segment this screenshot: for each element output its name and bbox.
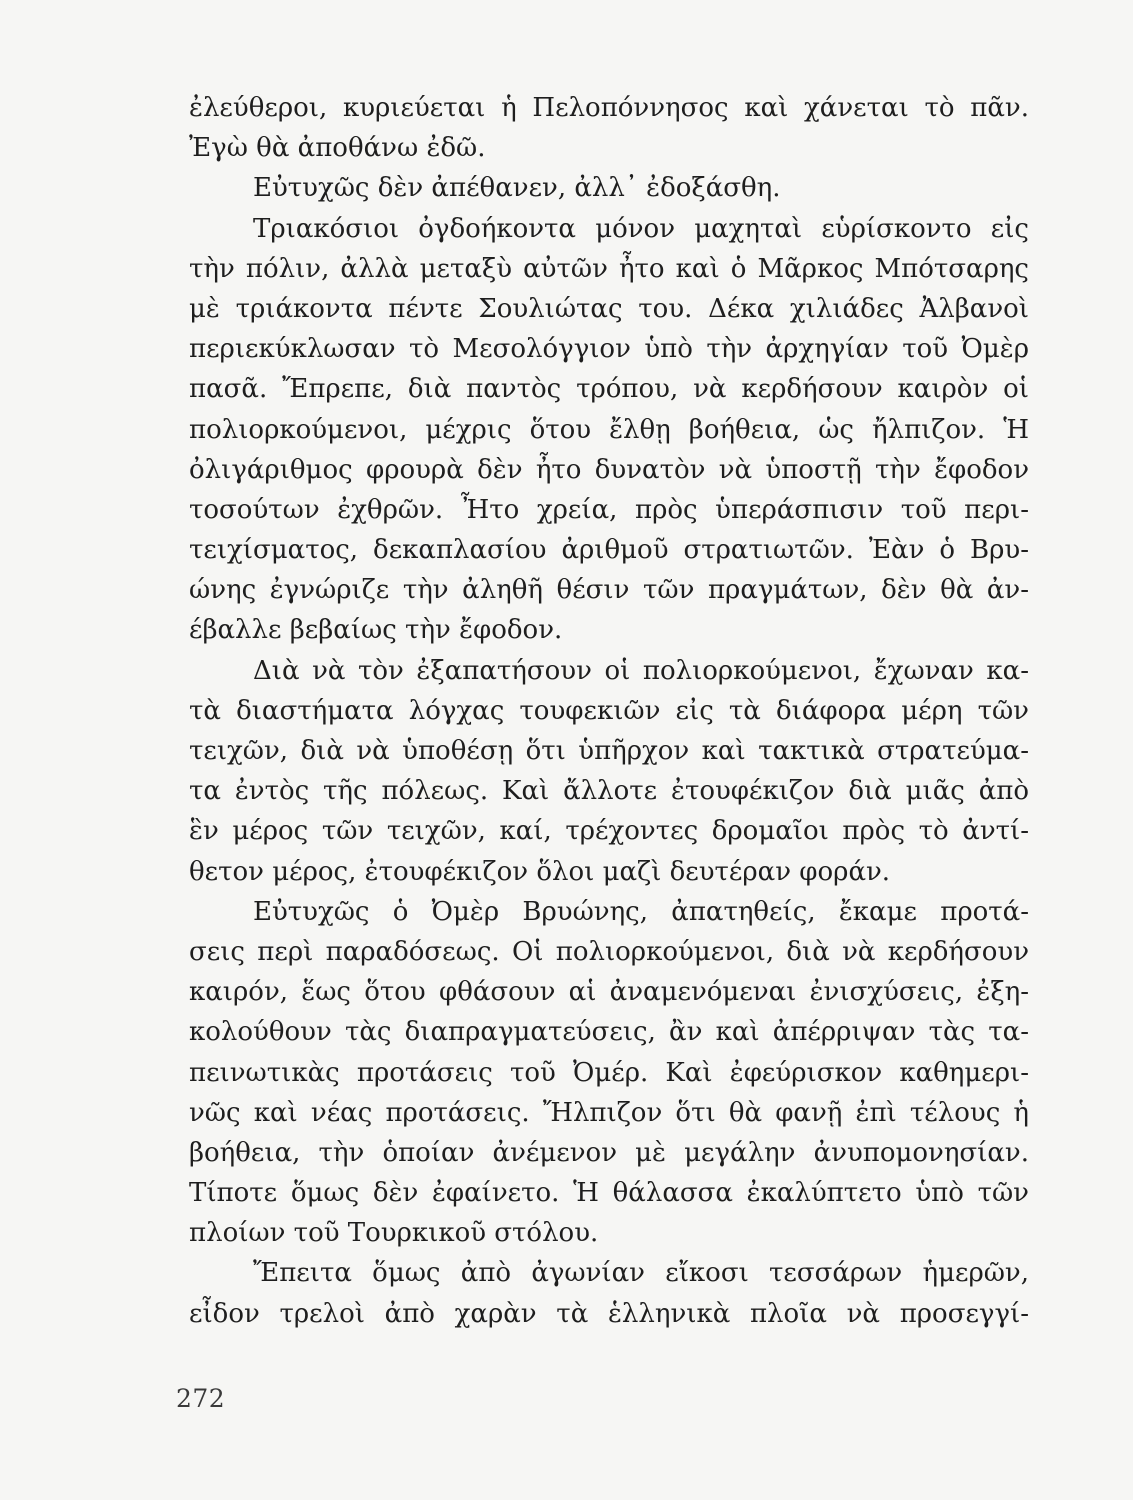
text-line: περιεκύκλωσαν τὸ Μεσολόγγιον ὑπὸ τὴν ἀρχηγίαν τοῦ Ὀμὲρ [189, 334, 1029, 365]
text-line: εἶδον τρελοὶ ἀπὸ χαρὰν τὰ ἑλληνικὰ πλοῖα νὰ προσεγγί- [189, 1298, 1029, 1329]
text-line: τειχῶν, διὰ νὰ ὑποθέσῃ ὅτι ὑπῆρχον καὶ τακτικὰ στρατεύμα- [189, 736, 1029, 766]
text-line: Ἐγὼ θὰ ἀποθάνω ἐδῶ. [189, 133, 486, 164]
text-line: βοήθεια, τὴν ὁποίαν ἀνέμενον μὲ μεγάλην ἀνυπομονησίαν. [189, 1137, 1029, 1168]
text-line: μὲ τριάκοντα πέντε Σουλιώτας του. Δέκα χιλιάδες Ἀλβανοὶ [189, 293, 1029, 324]
text-line: τειχίσματος, δεκαπλασίου ἀριθμοῦ στρατιωτῶν. Ἐὰν ὁ Βρυ- [189, 535, 1029, 566]
text-line: καιρόν, ἕως ὅτου φθάσουν αἱ ἀναμενόμεναι ἐνισχύσεις, ἐξη- [189, 977, 1029, 1008]
text-line: ἐλεύθεροι, κυριεύεται ἡ Πελοπόννησος καὶ χάνεται τὸ πᾶν. [189, 93, 1029, 123]
text-line: πολιορκούμενοι, μέχρις ὅτου ἔλθῃ βοήθεια, ὡς ἤλπιζον. Ἡ [189, 414, 1029, 445]
text-line: πλοίων τοῦ Τουρκικοῦ στόλου. [189, 1218, 599, 1249]
text-line: Τίποτε ὅμως δὲν ἐφαίνετο. Ἡ θάλασσα ἐκαλύπτετο ὑπὸ τῶν [189, 1178, 1029, 1209]
text-line: Εὐτυχῶς δὲν ἀπέθανεν, ἀλλ᾽ ἐδοξάσθη. [253, 173, 781, 204]
text-line: θετον μέρος, ἐτουφέκιζον ὅλοι μαζὶ δευτέραν φοράν. [189, 856, 891, 887]
text-line: πεινωτικὰς προτάσεις τοῦ Ὀμέρ. Καὶ ἐφεύρισκον καθημερι- [189, 1057, 1029, 1088]
text-line: Ἔπειτα ὅμως ἀπὸ ἀγωνίαν εἴκοσι τεσσάρων ἡμερῶν, [253, 1258, 1029, 1289]
text-line: έβαλλε βεβαίως τὴν ἔφοδον. [189, 615, 563, 646]
text-line: Εὐτυχῶς ὁ Ὀμὲρ Βρυώνης, ἀπατηθείς, ἔκαμε προτά- [253, 896, 1029, 927]
text-line: τὴν πόλιν, ἀλλὰ μεταξὺ αὐτῶν ἦτο καὶ ὁ Μᾶρκος Μπότσαρης [189, 253, 1029, 284]
text-line: Τριακόσιοι ὀγδοήκοντα μόνον μαχηταὶ εὑρίσκοντο εἰς [253, 213, 1029, 244]
text-line: σεις περὶ παραδόσεως. Οἱ πολιορκούμενοι, διὰ νὰ κερδήσουν [189, 936, 1029, 967]
text-line: τα ἐντὸς τῆς πόλεως. Καὶ ἄλλοτε ἐτουφέκιζον διὰ μιᾶς ἀπὸ [189, 776, 1029, 807]
body-text [189, 88, 1029, 1334]
text-line: ἓν μέρος τῶν τειχῶν, καί, τρέχοντες δρομαῖοι πρὸς τὸ ἀντί- [189, 816, 1029, 847]
text-line: κολούθουν τὰς διαπραγματεύσεις, ἂν καὶ ἀπέρριψαν τὰς τα- [189, 1017, 1029, 1048]
page-number: 272 [176, 1384, 226, 1413]
text-line: πασᾶ. Ἔπρεπε, διὰ παντὸς τρόπου, νὰ κερδήσουν καιρὸν οἱ [189, 374, 1029, 405]
text-line: ώνης ἐγνώριζε τὴν ἀληθῆ θέσιν τῶν πραγμάτων, δὲν θὰ ἀν- [189, 575, 1029, 606]
text-line: νῶς καὶ νέας προτάσεις. Ἤλπιζον ὅτι θὰ φανῇ ἐπὶ τέλους ἡ [189, 1097, 1029, 1128]
text-line: ὀλιγάριθμος φρουρὰ δὲν ἦτο δυνατὸν νὰ ὑποστῇ τὴν ἔφοδον [189, 454, 1029, 485]
text-line: Διὰ νὰ τὸν ἐξαπατήσουν οἱ πολιορκούμενοι, ἔχωναν κα- [253, 655, 1029, 686]
text-line: τὰ διαστήματα λόγχας τουφεκιῶν εἰς τὰ διάφορα μέρη τῶν [189, 695, 1029, 726]
text-line: τοσούτων ἐχθρῶν. Ἦτο χρεία, πρὸς ὑπεράσπισιν τοῦ περι- [189, 494, 1029, 525]
